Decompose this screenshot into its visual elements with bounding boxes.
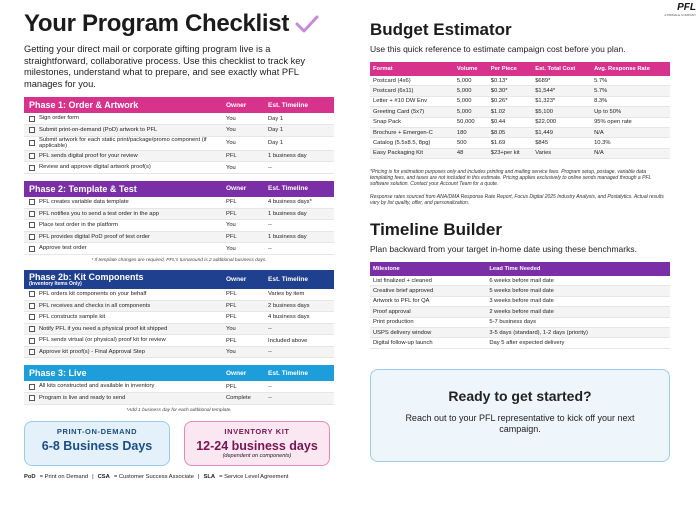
table-row xyxy=(24,289,334,301)
timeline-cell: 2 business days xyxy=(268,302,310,309)
owner-cell: PFL xyxy=(226,302,237,309)
timeline-cell: 4 business days* xyxy=(268,199,312,206)
table-cell: $689* xyxy=(532,76,591,86)
brand-logo xyxy=(638,2,696,17)
timeline-cell: -- xyxy=(268,383,272,390)
abbreviation-legend xyxy=(24,474,334,480)
task-cell xyxy=(24,337,226,344)
phase-subtitle: (Inventory Items Only) xyxy=(29,280,82,287)
table-row xyxy=(370,307,670,317)
timeline-cell: 1 business day xyxy=(268,234,307,241)
timeline-cell: Included above xyxy=(268,337,308,344)
table-cell: $0.13* xyxy=(488,76,532,86)
table-cell: $1,544* xyxy=(532,86,591,96)
phase-header xyxy=(24,97,334,113)
timeline-cell: 1 business day xyxy=(268,210,307,217)
timeline-cell: -- xyxy=(268,222,272,229)
timeline-header-row xyxy=(370,262,670,276)
table-cell: Postcard (6x11) xyxy=(370,86,454,96)
table-cell: Print production xyxy=(370,317,486,327)
owner-cell: You xyxy=(226,164,236,171)
box-value: 6-8 Business Days xyxy=(41,438,153,453)
owner-cell: Complete xyxy=(226,395,251,402)
turnaround-boxes xyxy=(24,421,334,466)
table-cell: Greeting Card (5x7) xyxy=(370,107,454,117)
budget-table xyxy=(370,62,670,159)
task-label: Place test order in the platform xyxy=(39,222,118,229)
phase-title-wrap xyxy=(24,272,226,287)
table-cell: 5,000 xyxy=(454,86,488,96)
table-cell: $0.26* xyxy=(488,96,532,106)
timeline-header: Est. Timeline xyxy=(268,101,308,109)
task-label: All kits constructed and available in inventory xyxy=(39,383,155,390)
task-cell xyxy=(24,222,226,229)
checkbox[interactable] xyxy=(29,199,35,205)
table-row xyxy=(24,125,334,137)
pricing-note: *Pricing is for estimation purposes only and includes printing and mailing service fees. Program setup, postage, variable data templating fees, and taxes are not included in this estimate. Pricing applies exclusively to online sends managed through a PFL software solution. Contact your Account Team for a quote. xyxy=(370,169,652,188)
cta-title: Ready to get started? xyxy=(448,387,592,404)
budget-header-row xyxy=(370,62,670,76)
timeline-cell: 1 business day xyxy=(268,153,307,160)
checkbox[interactable] xyxy=(29,222,35,228)
table-row xyxy=(370,327,670,337)
table-row xyxy=(370,148,670,158)
budget-body xyxy=(370,76,670,159)
task-cell xyxy=(24,314,226,321)
table-row xyxy=(24,393,334,405)
table-cell: Letter + #10 DW Env xyxy=(370,96,454,106)
task-label: PFL creates variable data template xyxy=(39,198,129,205)
table-cell: Proof approval xyxy=(370,307,486,317)
owner-header: Owner xyxy=(226,275,247,283)
task-label: PFL receives and checks in all components xyxy=(39,302,151,309)
table-cell: $23+per kit xyxy=(488,148,532,158)
phase-title: Phase 1: Order & Artwork xyxy=(29,100,139,111)
phase-footnote: *Add 1 business day for each additional template. xyxy=(126,407,232,413)
timeline-header: Est. Timeline xyxy=(268,275,308,283)
column-header: Milestone xyxy=(370,262,486,276)
phase-1-table xyxy=(24,97,334,174)
checkbox[interactable] xyxy=(29,116,35,122)
phase-2b-table xyxy=(24,270,334,359)
phase-3-table xyxy=(24,365,334,412)
table-row xyxy=(24,335,334,347)
task-cell xyxy=(24,383,226,390)
owner-header: Owner xyxy=(226,185,247,193)
table-cell: 5.7% xyxy=(591,76,670,86)
timeline-table xyxy=(370,262,670,349)
checkbox[interactable] xyxy=(29,234,35,240)
legend-definition: = Print on Demand xyxy=(39,473,89,480)
legend-term: CSA xyxy=(97,473,110,480)
table-cell: Digital follow-up launch xyxy=(370,338,486,348)
response-rate-note: Response rates sourced from ANA/DMA Response Rate Report, Focus Digital 2025 Industry Analysis, and Postalytics. Actual results vary by list quality, offer, and personalization. xyxy=(370,193,664,206)
timeline-cell: Day 1 xyxy=(268,140,284,147)
checkbox[interactable] xyxy=(29,211,35,217)
page-title xyxy=(24,10,334,38)
timeline-intro: Plan backward from your target in-home date using these benchmarks. xyxy=(370,244,637,255)
brand-tagline: A PRIMALE COMPANY xyxy=(664,13,696,17)
checklist-column xyxy=(24,10,334,480)
table-row xyxy=(370,107,670,117)
task-label: PFL sends digital proof for your review xyxy=(39,152,138,159)
table-cell: $1,323* xyxy=(532,96,591,106)
timeline-cell: -- xyxy=(268,395,272,402)
table-cell: USPS delivery window xyxy=(370,327,486,337)
table-cell: 5-7 business days xyxy=(486,317,670,327)
timeline-cell: -- xyxy=(268,164,272,171)
table-row xyxy=(24,197,334,209)
timeline-header: Est. Timeline xyxy=(268,185,308,193)
legend-term: SLA xyxy=(203,473,216,480)
task-cell xyxy=(24,245,226,252)
timeline-cell: Varies by item xyxy=(268,291,305,298)
column-header: Format xyxy=(370,62,454,76)
owner-cell: PFL xyxy=(226,314,237,321)
owner-cell: You xyxy=(226,325,236,332)
table-cell: 3 weeks before mail date xyxy=(486,296,670,306)
table-cell: 5,000 xyxy=(454,107,488,117)
cta-body: Reach out to your PFL representative to kick off your next campaign. xyxy=(405,412,635,434)
phase-rows xyxy=(24,113,334,174)
owner-cell: You xyxy=(226,245,236,252)
phase-title: Phase 2b: Kit Components xyxy=(29,271,144,282)
task-label: PFL orders kit components on your behalf xyxy=(39,290,147,297)
table-cell: $8.05 xyxy=(488,127,532,137)
phase-header xyxy=(24,365,334,381)
task-label: Submit artwork for each static print/package/promo component (if applicable) xyxy=(39,136,207,150)
owner-cell: PFL xyxy=(226,291,237,298)
phase-footnote: * If template changes are required, PFL's turnaround is 2 additional business days. xyxy=(91,257,267,263)
table-cell: $0.44 xyxy=(488,117,532,127)
task-label: Program is live and ready to send xyxy=(39,395,126,402)
table-row xyxy=(24,151,334,163)
owner-cell: You xyxy=(226,222,236,229)
table-row xyxy=(370,117,670,127)
owner-cell: PFL xyxy=(226,337,237,344)
checkbox[interactable] xyxy=(29,246,35,252)
timeline-cell: Day 1 xyxy=(268,115,284,122)
table-row xyxy=(24,162,334,174)
box-subtext: (dependent on components) xyxy=(222,452,292,459)
task-label: Approve kit proof(s) - Final Approval Step xyxy=(39,348,146,355)
table-cell: $5,100 xyxy=(532,107,591,117)
checkbox[interactable] xyxy=(29,127,35,133)
legend-separator: | xyxy=(197,473,200,480)
checkbox[interactable] xyxy=(29,165,35,171)
timeline-body xyxy=(370,276,670,348)
phase-rows xyxy=(24,289,334,359)
table-cell: Brochure + Emergen-C xyxy=(370,127,454,137)
table-cell: $845 xyxy=(532,138,591,148)
legend-separator: | xyxy=(92,473,94,480)
table-row xyxy=(370,127,670,137)
timeline-cell: 4 business days xyxy=(268,314,310,321)
column-header: Volume xyxy=(454,62,488,76)
task-label: Notify PFL if you need a physical proof kit shipped xyxy=(39,325,168,332)
checkbox[interactable] xyxy=(29,338,35,344)
timeline-header: Est. Timeline xyxy=(268,369,308,377)
brand-name: PFL xyxy=(677,2,696,13)
table-cell: 3-5 days (standard), 1-2 days (priority) xyxy=(486,327,670,337)
cta-box xyxy=(370,369,670,462)
phase-rows xyxy=(24,197,334,255)
owner-cell: PFL xyxy=(226,210,237,217)
table-row xyxy=(24,324,334,336)
task-label: PFL provides digital PoD proof of test order xyxy=(39,233,150,240)
table-cell: Postcard (4x6) xyxy=(370,76,454,86)
table-cell: 10.3% xyxy=(591,138,670,148)
task-cell xyxy=(24,291,226,298)
table-cell: 6 weeks before mail date xyxy=(486,276,670,286)
task-label: Submit print-on-demand (PoD) artwork to PFL xyxy=(39,126,158,133)
table-row xyxy=(24,113,334,125)
box-label: PRINT-ON-DEMAND xyxy=(56,426,138,436)
table-cell: Snap Pack xyxy=(370,117,454,127)
task-cell xyxy=(24,234,226,241)
phase-title: Phase 2: Template & Test xyxy=(29,183,137,194)
table-cell: 5 weeks before mail date xyxy=(486,286,670,296)
table-cell: Catalog (5.5x8.5, 8pg) xyxy=(370,138,454,148)
phase-title: Phase 3: Live xyxy=(29,368,87,379)
table-cell: 2 weeks before mail date xyxy=(486,307,670,317)
table-row xyxy=(370,296,670,306)
task-cell xyxy=(24,326,226,333)
planning-column xyxy=(370,20,670,462)
budget-intro: Use this quick reference to estimate campaign cost before you plan. xyxy=(370,44,626,54)
table-cell: Varies xyxy=(532,148,591,158)
checkbox[interactable] xyxy=(29,153,35,159)
table-row xyxy=(370,276,670,286)
table-row xyxy=(24,220,334,232)
phase-rows xyxy=(24,381,334,404)
table-cell: N/A xyxy=(591,127,670,137)
owner-cell: You xyxy=(226,115,236,122)
checkbox[interactable] xyxy=(29,349,35,355)
table-cell: 95% open rate xyxy=(591,117,670,127)
task-label: PFL notifies you to send a test order in the app xyxy=(39,210,159,217)
table-cell: Creative brief approved xyxy=(370,286,486,296)
checkbox[interactable] xyxy=(29,395,35,401)
task-cell xyxy=(24,137,226,150)
phase-header xyxy=(24,181,334,197)
owner-header: Owner xyxy=(226,369,247,377)
task-cell xyxy=(24,349,226,356)
checkbox[interactable] xyxy=(29,314,35,320)
phase-2-table xyxy=(24,181,334,263)
legend-definition: = Customer Success Associate xyxy=(113,473,194,480)
owner-cell: You xyxy=(226,140,236,147)
timeline-cell: -- xyxy=(268,349,272,356)
task-label: PFL constructs sample kit xyxy=(39,314,106,321)
table-cell: $1.02 xyxy=(488,107,532,117)
table-row xyxy=(370,317,670,327)
table-cell: Up to 50% xyxy=(591,107,670,117)
legend-definition: = Service Level Agreement xyxy=(219,473,289,480)
owner-cell: PFL xyxy=(226,383,237,390)
task-label: Approve test order xyxy=(39,245,87,252)
table-cell: Artwork to PFL for QA xyxy=(370,296,486,306)
table-cell: 180 xyxy=(454,127,488,137)
column-header: Per Piece xyxy=(488,62,532,76)
table-cell: $22,000 xyxy=(532,117,591,127)
owner-header: Owner xyxy=(226,101,247,109)
table-row xyxy=(24,243,334,255)
checkbox[interactable] xyxy=(29,303,35,309)
table-cell: 5,000 xyxy=(454,76,488,86)
checkbox[interactable] xyxy=(29,384,35,390)
task-cell xyxy=(24,127,226,134)
table-row xyxy=(370,76,670,86)
timeline-cell: -- xyxy=(268,245,272,252)
table-row xyxy=(370,138,670,148)
owner-cell: PFL xyxy=(226,234,237,241)
column-header: Lead Time Needed xyxy=(486,262,670,276)
table-row xyxy=(370,338,670,348)
task-cell xyxy=(24,395,226,402)
owner-cell: You xyxy=(226,349,236,356)
table-cell: Day 5 after expected delivery xyxy=(486,338,670,348)
legend-term: PoD xyxy=(24,473,36,480)
timeline-cell: Day 1 xyxy=(268,127,284,134)
table-row xyxy=(24,301,334,313)
table-row xyxy=(24,137,334,151)
table-cell: 8.3% xyxy=(591,96,670,106)
task-cell xyxy=(24,199,226,206)
timeline-cell: -- xyxy=(268,325,272,332)
table-row xyxy=(370,286,670,296)
task-cell xyxy=(24,115,226,122)
table-row xyxy=(24,209,334,221)
owner-cell: PFL xyxy=(226,199,237,206)
table-cell: 48 xyxy=(454,148,488,158)
budget-title: Budget Estimator xyxy=(370,20,512,39)
checklist-intro: Getting your direct mail or corporate gifting program live is a straightforward, collaborative process. Use this checklist to track key milestones, understand what to prepare, and see exactly what PFL manages for you. xyxy=(24,44,306,89)
owner-cell: You xyxy=(226,127,236,134)
task-label: Review and approve digital artwork proof(s) xyxy=(39,164,151,171)
table-cell: $1.69 xyxy=(488,138,532,148)
task-cell xyxy=(24,211,226,218)
table-row xyxy=(24,312,334,324)
table-cell: N/A xyxy=(591,148,670,158)
column-header: Est. Total Cost xyxy=(532,62,591,76)
checkbox[interactable] xyxy=(29,140,35,146)
table-cell: 5.7% xyxy=(591,86,670,96)
table-cell: $0.30* xyxy=(488,86,532,96)
task-label: Sign order form xyxy=(39,115,79,122)
checkbox[interactable] xyxy=(29,326,35,332)
table-cell: List finalized + cleaned xyxy=(370,276,486,286)
phase-header xyxy=(24,270,334,289)
inventory-kit-box xyxy=(184,421,330,466)
table-row xyxy=(24,381,334,393)
table-row xyxy=(24,347,334,359)
print-on-demand-box xyxy=(24,421,170,466)
owner-cell: PFL xyxy=(226,153,237,160)
table-row xyxy=(24,232,334,244)
checklist-title: Your Program Checklist xyxy=(24,10,290,37)
checkbox[interactable] xyxy=(29,291,35,297)
task-label: PFL sends virtual (or physical) proof kit for review xyxy=(39,337,166,344)
table-cell: 5,000 xyxy=(454,96,488,106)
table-cell: $1,449 xyxy=(532,127,591,137)
task-cell xyxy=(24,303,226,310)
task-cell xyxy=(24,164,226,171)
checkmark-icon xyxy=(295,15,319,33)
timeline-title: Timeline Builder xyxy=(370,220,502,240)
table-cell: 500 xyxy=(454,138,488,148)
table-row xyxy=(370,86,670,96)
column-header: Avg. Response Rate xyxy=(591,62,670,76)
table-row xyxy=(370,96,670,106)
table-cell: 50,000 xyxy=(454,117,488,127)
task-cell xyxy=(24,153,226,160)
box-label: INVENTORY KIT xyxy=(224,426,290,436)
table-cell: Easy Packaging Kit xyxy=(370,148,454,158)
box-value: 12-24 business days xyxy=(196,438,318,453)
